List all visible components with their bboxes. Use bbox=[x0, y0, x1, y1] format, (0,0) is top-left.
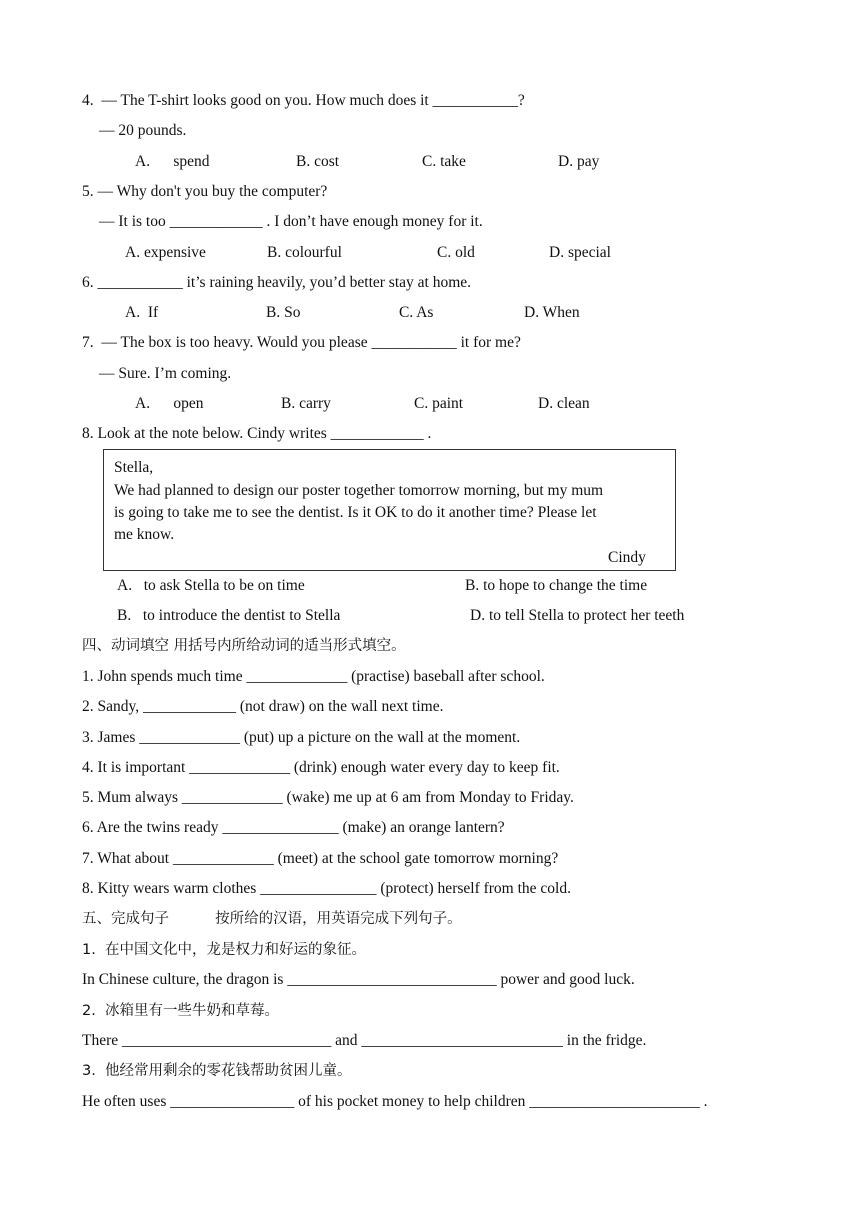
note-signature: Cindy bbox=[608, 549, 646, 566]
section4-item: 2. Sandy, ____________ (not draw) on the wall next time. bbox=[82, 698, 444, 715]
q6-option-b: B. So bbox=[266, 304, 301, 321]
q4-option-d: D. pay bbox=[558, 153, 600, 170]
q5-stem: 5. — Why don't you buy the computer? bbox=[82, 183, 328, 200]
q6-option-a: A. If bbox=[125, 304, 159, 321]
note-body-line-3: me know. bbox=[114, 526, 175, 543]
q5-option-a: A. expensive bbox=[125, 244, 206, 261]
section4-item: 3. James _____________ (put) up a picture on the wall at the moment. bbox=[82, 729, 521, 746]
q7-answer-line: — Sure. I’m coming. bbox=[99, 365, 232, 382]
section5-heading: 五、完成句子 按所给的汉语，用英语完成下列句子。 bbox=[82, 911, 462, 927]
note-body-line-1: We had planned to design our poster together tomorrow morning, but my mum bbox=[114, 482, 604, 499]
section5-item-cn: 1. 在中国文化中，龙是权力和好运的象征。 bbox=[82, 942, 367, 958]
q4-option-a: A. spend bbox=[135, 153, 210, 170]
section4-item: 8. Kitty wears warm clothes _______________ (protect) herself from the cold. bbox=[82, 880, 571, 897]
q4-stem: 4. — The T-shirt looks good on you. How much does it ___________? bbox=[82, 92, 525, 109]
section5-item-cn: 2. 冰箱里有一些牛奶和草莓。 bbox=[82, 1003, 280, 1019]
note-box bbox=[103, 449, 676, 571]
q8-option-b: B. to hope to change the time bbox=[465, 577, 648, 594]
section4-item: 4. It is important _____________ (drink) enough water every day to keep fit. bbox=[82, 759, 560, 776]
q7-option-d: D. clean bbox=[538, 395, 590, 412]
section5-item-cn: 3. 他经常用剩余的零花钱帮助贫困儿童。 bbox=[82, 1063, 352, 1079]
q6-option-c: C. As bbox=[399, 304, 434, 321]
note-body-line-2: is going to take me to see the dentist. Is it OK to do it another time? Please let bbox=[114, 504, 597, 521]
section4-heading: 四、动词填空 用括号内所给动词的适当形式填空。 bbox=[82, 638, 406, 654]
q4-option-b: B. cost bbox=[296, 153, 340, 170]
section4-item: 5. Mum always _____________ (wake) me up at 6 am from Monday to Friday. bbox=[82, 789, 574, 806]
section5-item-en: There ___________________________ and __________________________ in the fridge. bbox=[82, 1032, 647, 1049]
section5-item-en: In Chinese culture, the dragon is ___________________________ power and good luck. bbox=[82, 971, 635, 988]
q6-stem: 6. ___________ it’s raining heavily, you’d better stay at home. bbox=[82, 274, 472, 291]
q8-option-d: D. to tell Stella to protect her teeth bbox=[470, 607, 685, 624]
q4-answer-line: — 20 pounds. bbox=[99, 122, 187, 139]
q8-stem: 8. Look at the note below. Cindy writes ____________ . bbox=[82, 425, 432, 442]
q4-option-c: C. take bbox=[422, 153, 466, 170]
q5-option-d: D. special bbox=[549, 244, 611, 261]
note-greeting: Stella, bbox=[114, 459, 154, 476]
q7-option-c: C. paint bbox=[414, 395, 464, 412]
q8-option-a: A. to ask Stella to be on time bbox=[117, 577, 305, 594]
q7-option-a: A. open bbox=[135, 395, 204, 412]
q6-option-d: D. When bbox=[524, 304, 580, 321]
section4-item: 6. Are the twins ready _______________ (make) an orange lantern? bbox=[82, 819, 505, 836]
q5-option-b: B. colourful bbox=[267, 244, 342, 261]
section5-item-en: He often uses ________________ of his pocket money to help children ______________________ . bbox=[82, 1093, 708, 1110]
q8-option-c: B. to introduce the dentist to Stella bbox=[117, 607, 341, 624]
q7-option-b: B. carry bbox=[281, 395, 331, 412]
q5-answer-line: — It is too ____________ . I don’t have enough money for it. bbox=[99, 213, 483, 230]
section4-item: 7. What about _____________ (meet) at the school gate tomorrow morning? bbox=[82, 850, 559, 867]
q7-stem: 7. — The box is too heavy. Would you please ___________ it for me? bbox=[82, 334, 521, 351]
section4-item: 1. John spends much time _____________ (practise) baseball after school. bbox=[82, 668, 545, 685]
q5-option-c: C. old bbox=[437, 244, 475, 261]
